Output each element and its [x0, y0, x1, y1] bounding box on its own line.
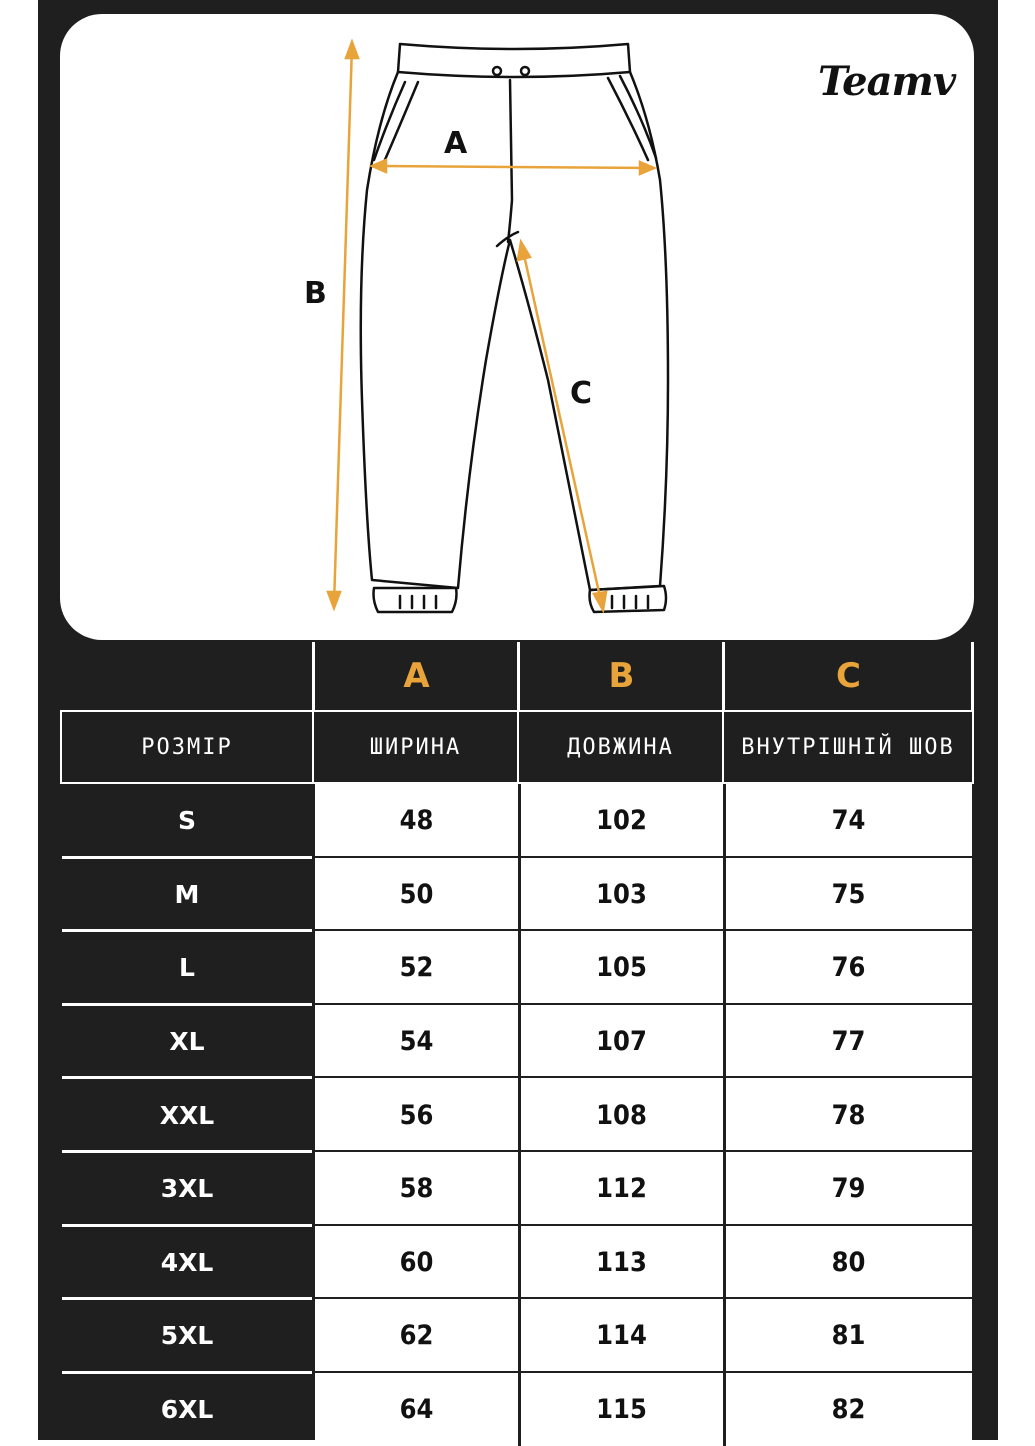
measurement-value: 56 [315, 1078, 518, 1152]
header-inseam: ВНУТРІШНІЙ ШОВ [722, 710, 974, 784]
divider [312, 642, 315, 712]
measurement-value: 103 [520, 858, 723, 932]
measurement-value: 113 [520, 1226, 723, 1300]
size-label: M [174, 879, 200, 909]
size-label: XL [169, 1027, 205, 1057]
measurement-value: 105 [520, 931, 723, 1005]
measurement-value: 82 [725, 1373, 972, 1446]
measurement-value: 62 [315, 1299, 518, 1373]
divider [517, 642, 520, 712]
measurement-value: 75 [725, 858, 972, 932]
size-label: S [177, 806, 196, 836]
size-label: XXL [159, 1100, 215, 1130]
measurement-value: 114 [520, 1299, 723, 1373]
label-c: C [570, 376, 593, 411]
measurement-value: 115 [520, 1373, 723, 1446]
brand-logo: Teamv [818, 58, 956, 105]
measurement-value: 102 [520, 784, 723, 858]
measurement-value: 58 [315, 1152, 518, 1226]
column-divider [723, 784, 726, 1446]
measurement-value: 81 [725, 1299, 972, 1373]
measurement-value: 50 [315, 858, 518, 932]
size-label: L [179, 953, 195, 983]
label-b: B [304, 276, 327, 311]
size-label: 4XL [160, 1247, 214, 1277]
measurement-value: 48 [315, 784, 518, 858]
measurement-value: 76 [725, 931, 972, 1005]
header-length: ДОВЖИНА [517, 710, 724, 784]
divider [722, 642, 725, 712]
measurement-value: 77 [725, 1005, 972, 1079]
size-label: 6XL [160, 1395, 214, 1425]
column-letter-b: B [608, 656, 635, 696]
divider [971, 642, 974, 712]
measurement-value: 60 [315, 1226, 518, 1300]
measurement-value: 54 [315, 1005, 518, 1079]
measurement-value: 52 [315, 931, 518, 1005]
measurement-value: 112 [520, 1152, 723, 1226]
measurement-value: 80 [725, 1226, 972, 1300]
column-divider [518, 784, 521, 1446]
header-size: РОЗМІР [60, 710, 314, 784]
label-a: A [444, 126, 468, 161]
measurement-value: 74 [725, 784, 972, 858]
column-letter-a: A [403, 656, 430, 696]
measurement-value: 64 [315, 1373, 518, 1446]
measurement-value: 107 [520, 1005, 723, 1079]
size-label: 5XL [160, 1321, 214, 1351]
measurement-value: 79 [725, 1152, 972, 1226]
header-width: ШИРИНА [312, 710, 519, 784]
measurement-value: 108 [520, 1078, 723, 1152]
column-letter-c: C [836, 656, 861, 696]
measurement-value: 78 [725, 1078, 972, 1152]
size-label: 3XL [160, 1174, 214, 1204]
